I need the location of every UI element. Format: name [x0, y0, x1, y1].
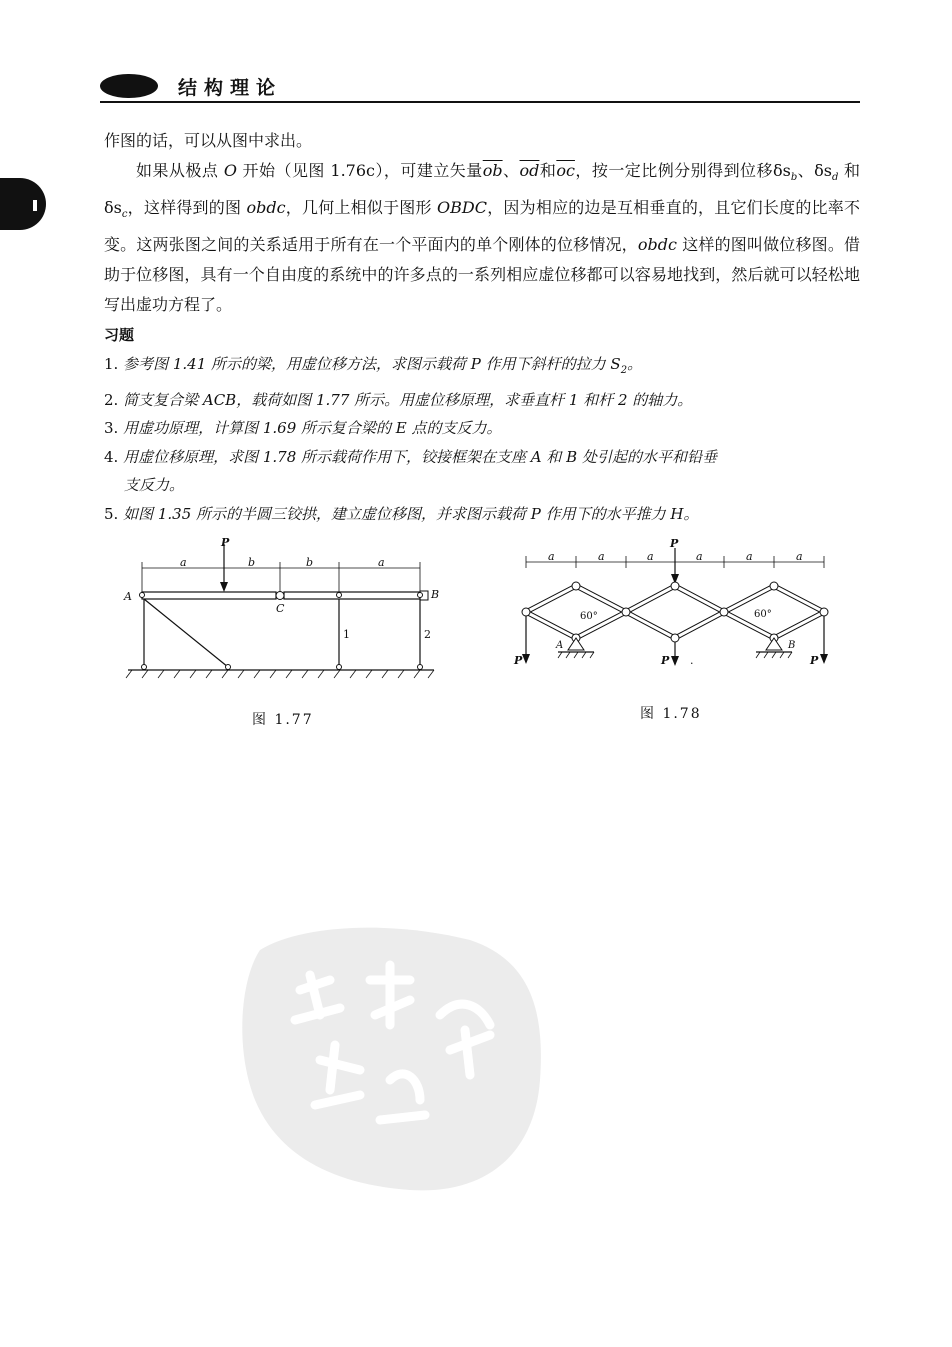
page-header: [100, 70, 860, 104]
dim-b-2: b: [306, 556, 314, 569]
exercise-2: 2. 简支复合梁 ACB，载荷如图 1.77 所示。用虚位移原理，求垂直杆 1 和杆 2 的轴力。: [104, 390, 693, 409]
vector-oc: $\overline{oc}$: [556, 161, 575, 180]
label-B: B: [431, 588, 440, 601]
dim-a-6: a: [796, 550, 803, 563]
paragraph-2: 如果从极点 O 开始（见图 1.76c），可建立矢量$\overline{ob}$、$\overline{od}$和$\overline{oc}$，按一定比例分别得到位移$\delta s_b$、$\delta s_d$ 和 $\delta s_c$，这样得到的图 obdc，几何上相似于图形 OBDC，因为相应的边是互相垂直的，且它们长度的比率不变。这两张图之间的关系适用于所有在一个平面内的单个刚体的位移情况，obdc 这样的图叫做位移图。借助于位移图，具有一个自由度的系统中的许多点的一系列相应虚位移都可以容易地找到，然后就可以轻松地写出虚功方程了。: [104, 161, 860, 315]
vector-ob: $\overline{ob}$: [482, 161, 503, 180]
paragraph-1: 作图的话，可以从图中求出。: [104, 131, 313, 150]
exercises-heading: 习题: [104, 326, 135, 344]
figure-1-78: [510, 534, 840, 674]
caption-figure-1-77: 图 1.77: [252, 712, 314, 728]
support-A: [568, 638, 584, 650]
label-P-top: P: [670, 537, 679, 550]
label-bar-1: 1: [343, 628, 350, 641]
label-B: B: [788, 640, 796, 651]
hinge-C: [276, 592, 284, 600]
beam-CB: [284, 592, 420, 599]
stray-dot: .: [690, 654, 694, 667]
dim-a-2: a: [598, 550, 605, 563]
label-P-mid: P: [661, 654, 670, 667]
label-A: A: [556, 640, 564, 651]
exercise-1: 1. 参考图 1.41 所示的梁，用虚位移方法，求图示载荷 P 作用下斜杆的拉力 $S_2$。: [104, 355, 643, 376]
load-p-left-arrow: [522, 654, 530, 664]
dim-a-1: a: [548, 550, 555, 563]
chapter-thumb-mark: [33, 200, 37, 211]
label-P-right: P: [810, 654, 819, 667]
beam-AC: [142, 592, 276, 599]
header-title: 结构理论: [178, 77, 283, 99]
exercise-3: 3. 用虚功原理，计算图 1.69 所示复合梁的 E 点的支反力。: [104, 419, 502, 437]
dim-a-2: a: [378, 556, 385, 569]
angle-60-right: 60°: [754, 609, 772, 620]
load-p-arrow-head: [220, 582, 228, 592]
vector-od: $\overline{od}$: [519, 161, 540, 180]
load-p-right-arrow: [820, 654, 828, 664]
load-p-mid-arrow: [671, 656, 679, 666]
exercise-5: 5. 如图 1.35 所示的半圆三铰拱，建立虚位移图，并求图示载荷 P 作用下的水平推力 H。: [104, 504, 699, 523]
library-seal-watermark: [240, 920, 550, 1200]
body-text: [104, 126, 860, 320]
label-C: C: [276, 602, 285, 615]
dim-b-1: b: [248, 556, 256, 569]
angle-60-left: 60°: [580, 611, 598, 622]
lattice-frame: [526, 586, 824, 638]
figure-1-77: [118, 532, 448, 682]
dim-a-3: a: [647, 550, 654, 563]
label-P-left: P: [514, 654, 523, 667]
dim-a-5: a: [746, 550, 753, 563]
dim-a-1: a: [180, 556, 187, 569]
caption-figure-1-78: 图 1.78: [640, 706, 702, 722]
support-B: [766, 638, 782, 650]
exercise-4-continued: 支反力。: [124, 476, 185, 494]
diagonal-strut: [144, 599, 228, 667]
chapter-thumb-tab: [0, 178, 46, 230]
label-A: A: [124, 590, 132, 603]
dim-a-4: a: [696, 550, 703, 563]
ground-hatching: [126, 670, 434, 678]
exercise-4: 4. 用虚位移原理，求图 1.78 所示载荷作用下，铰接框架在支座 A 和 B 处引起的水平和铅垂: [104, 447, 717, 466]
header-oval-mark: [100, 74, 158, 98]
exercise-list: [104, 350, 860, 528]
header-rule: [100, 101, 860, 103]
label-bar-2: 2: [424, 628, 431, 641]
label-P: P: [221, 536, 230, 549]
